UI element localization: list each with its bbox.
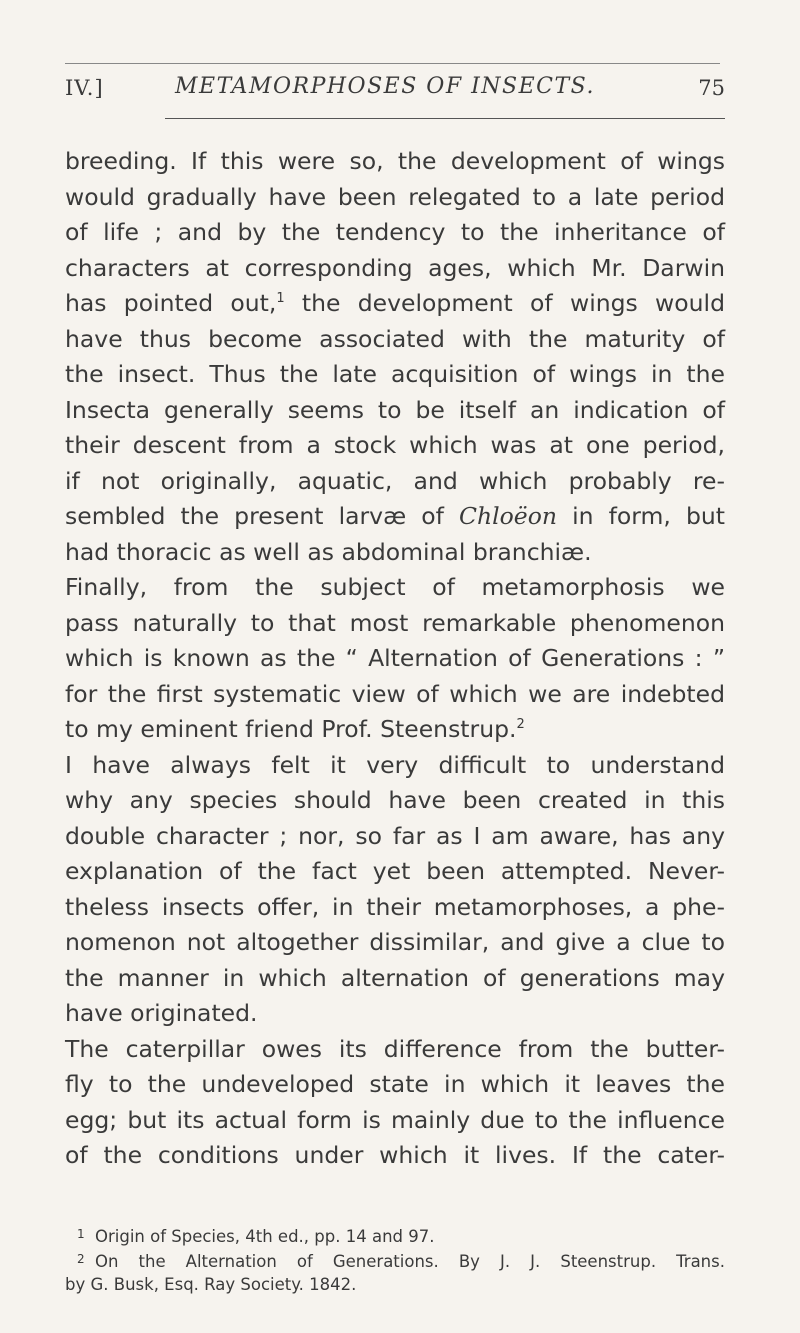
text-run: Insecta generally seems to be itself an indication of	[65, 395, 725, 424]
text-run: Finally, from the subject of metamorphosis we	[65, 573, 725, 601]
footnote-text: Origin of Species, 4th ed., pp. 14 and 97.	[95, 1227, 435, 1246]
text-run: characters at corresponding ages, which Mr. Darwin	[65, 253, 725, 282]
text-line	[65, 854, 725, 890]
text-run: pass naturally to that most remarkable phenomenon	[65, 608, 725, 637]
text-run: of the conditions under which it lives. If the cater-	[65, 1141, 725, 1169]
text-run: have thus become associated with the maturity of	[65, 324, 725, 353]
text-run: would gradually have been relegated to a late period	[65, 182, 725, 211]
text-line	[65, 357, 725, 393]
text-run: explanation of the fact yet been attempted. Never-	[65, 857, 725, 885]
text-line	[65, 641, 725, 677]
text-run: has pointed out,	[65, 289, 277, 317]
text-run: have originated.	[65, 999, 258, 1027]
text-run: for the first systematic view of which we are indebted	[65, 679, 725, 708]
text-run: in form, but	[557, 502, 725, 530]
text-run: sembled the present larvæ of	[65, 502, 460, 530]
footnote-2-continued	[65, 1272, 725, 1297]
text-line	[65, 961, 725, 997]
footnote-ref-2[interactable]: 2	[516, 717, 525, 732]
footnote-marker: 2	[77, 1252, 85, 1266]
text-line	[65, 428, 725, 464]
text-line	[65, 322, 725, 358]
text-line	[65, 464, 725, 500]
chapter-marker: IV.]	[65, 76, 104, 100]
text-line	[65, 783, 725, 819]
text-line	[65, 1067, 725, 1103]
text-run: had thoracic as well as abdominal branchiæ.	[65, 537, 592, 566]
footnotes	[65, 1222, 725, 1297]
text-line	[65, 251, 725, 287]
text-run: if not originally, aquatic, and which probably re-	[65, 466, 725, 495]
text-line	[65, 996, 725, 1032]
text-run: the development of wings would	[284, 289, 725, 317]
footnote-text: by G. Busk, Esq. Ray Society. 1842.	[65, 1275, 357, 1294]
text-run: the manner in which alternation of generations may	[65, 963, 725, 992]
footnote-2	[65, 1247, 725, 1272]
text-run: egg; but its actual form is mainly due to the influence	[65, 1105, 725, 1134]
text-line	[65, 499, 725, 535]
text-line	[65, 1138, 725, 1174]
text-line	[65, 925, 725, 961]
text-line	[65, 819, 725, 855]
text-line	[65, 570, 725, 606]
text-line	[65, 606, 725, 642]
text-run: breeding. If this were so, the development of wings	[65, 147, 725, 175]
top-rule	[65, 63, 720, 64]
text-line	[65, 535, 725, 571]
text-line	[65, 215, 725, 251]
header-rule	[165, 118, 725, 119]
footnote-text: On the Alternation of Generations. By J. J. Steenstrup. Trans.	[95, 1252, 725, 1271]
text-run: theless insects offer, in their metamorphoses, a phe-	[65, 892, 725, 921]
running-title: METAMORPHOSES OF INSECTS.	[175, 74, 595, 99]
text-line	[65, 890, 725, 926]
text-run: double character ; nor, so far as I am aware, has any	[65, 821, 725, 850]
text-line	[65, 1032, 725, 1068]
text-line	[65, 677, 725, 713]
running-head	[65, 72, 725, 112]
text-run: fly to the undeveloped state in which it leaves the	[65, 1070, 725, 1098]
text-run: I have always felt it very difficult to understand	[65, 750, 725, 779]
footnote-1	[65, 1222, 725, 1247]
text-run: why any species should have been created in this	[65, 786, 725, 814]
body-text	[65, 144, 725, 1174]
text-run: The caterpillar owes its difference from the butter-	[65, 1034, 725, 1063]
text-line	[65, 712, 725, 748]
text-run: their descent from a stock which was at one period,	[65, 431, 725, 459]
text-run: which is known as the “ Alternation of Generations : ”	[65, 644, 725, 672]
text-line	[65, 144, 725, 180]
genus-name: Chloëon	[459, 502, 557, 530]
text-line	[65, 180, 725, 216]
text-run: to my eminent friend Prof. Steenstrup.	[65, 715, 517, 743]
footnote-ref-1[interactable]: 1	[276, 291, 285, 306]
text-line	[65, 286, 725, 322]
page-number: 75	[698, 76, 725, 100]
text-line	[65, 748, 725, 784]
text-line	[65, 1103, 725, 1139]
text-line	[65, 393, 725, 429]
text-run: nomenon not altogether dissimilar, and give a clue to	[65, 928, 725, 956]
text-run: of life ; and by the tendency to the inheritance of	[65, 218, 725, 246]
text-run: the insect. Thus the late acquisition of wings in the	[65, 360, 725, 388]
footnote-marker: 1	[77, 1227, 85, 1241]
